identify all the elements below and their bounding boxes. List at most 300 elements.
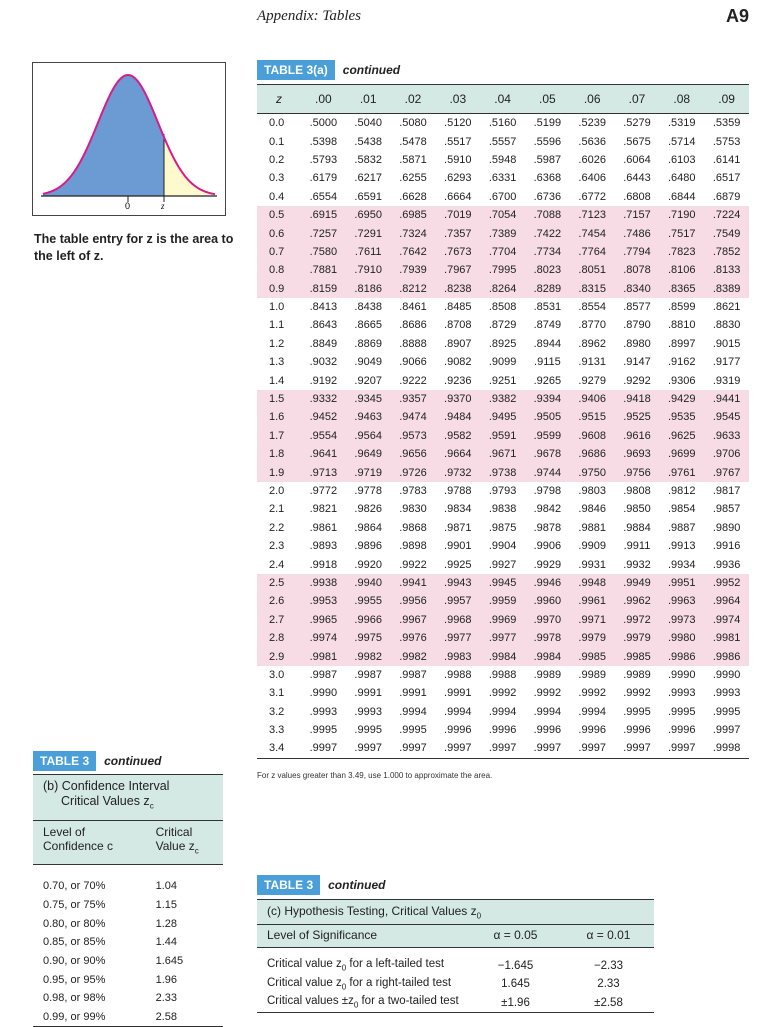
probability-cell: .8749	[533, 319, 562, 332]
table-b-title-sub: c	[149, 801, 154, 811]
confidence-level-cell: 0.80, or 80%	[43, 917, 106, 930]
probability-cell: .9980	[659, 629, 704, 647]
probability-cell: .7939	[391, 261, 436, 279]
probability-cell: .9131	[578, 356, 606, 369]
table-c-col1-header: Level of Significance	[257, 925, 468, 948]
probability-cell: .9982	[391, 647, 436, 665]
table-b	[33, 774, 223, 1027]
probability-cell: .9756	[615, 463, 660, 481]
probability-cell: .6331	[488, 172, 517, 185]
probability-cell: .9987	[309, 668, 338, 681]
table-a-col-header: .00	[301, 85, 346, 114]
probability-cell: .6554	[309, 190, 338, 203]
description-sub: 0	[353, 1000, 359, 1010]
probability-cell: .5793	[309, 153, 338, 166]
probability-cell: .9968	[435, 611, 480, 629]
z-value-cell: 1.4	[269, 374, 285, 387]
probability-cell: .7422	[525, 224, 570, 242]
probability-cell: .9713	[301, 463, 346, 481]
probability-cell: .6368	[533, 172, 562, 185]
table-row	[257, 280, 749, 298]
probability-cell: .9564	[346, 427, 391, 445]
probability-cell: .9997	[346, 739, 391, 758]
probability-cell: .7291	[346, 224, 391, 242]
probability-cell: .9192	[309, 374, 338, 387]
probability-cell: .7881	[301, 261, 346, 279]
probability-cell: .8078	[615, 261, 660, 279]
probability-cell: .6700	[488, 190, 517, 203]
probability-cell: .9750	[570, 463, 615, 481]
table-row	[257, 390, 749, 408]
probability-cell: .9761	[659, 463, 704, 481]
probability-cell: .9992	[488, 687, 517, 700]
probability-cell: .5199	[533, 117, 562, 130]
probability-cell: .6591	[354, 190, 382, 203]
probability-cell: .9265	[533, 374, 562, 387]
probability-cell: .9997	[712, 724, 741, 737]
probability-cell: .9929	[533, 558, 562, 571]
probability-cell: .9767	[704, 463, 749, 481]
probability-cell: .9904	[488, 540, 517, 553]
probability-cell: .8665	[354, 319, 382, 332]
z-value-cell: 0.0	[269, 117, 285, 130]
table-row	[257, 975, 654, 994]
probability-cell: .9798	[533, 485, 562, 497]
probability-cell: .9738	[480, 463, 525, 481]
probability-cell: .5675	[623, 135, 651, 148]
z-value-cell: 2.6	[257, 592, 301, 610]
probability-cell: .7157	[615, 206, 660, 224]
probability-cell: .7764	[570, 243, 615, 261]
table-row	[257, 371, 749, 389]
probability-cell: .9920	[354, 558, 382, 571]
table-row	[33, 896, 223, 915]
table-b-tag: TABLE 3	[33, 751, 96, 771]
probability-cell: .7910	[346, 261, 391, 279]
probability-cell: .9931	[578, 558, 606, 571]
probability-cell: .9989	[578, 668, 606, 681]
z-value-cell: 0.4	[269, 190, 285, 203]
probability-cell: .9984	[525, 647, 570, 665]
probability-cell: .6255	[399, 172, 427, 185]
probability-cell: .9946	[525, 574, 570, 592]
z-value-cell: 2.0	[269, 485, 285, 497]
probability-cell: .9975	[346, 629, 391, 647]
table-row	[33, 1008, 223, 1027]
probability-cell: .5714	[668, 135, 696, 148]
probability-cell: .9893	[309, 540, 338, 553]
table-a-label	[257, 60, 400, 80]
probability-cell: .9992	[623, 687, 651, 700]
probability-cell: .9918	[309, 558, 338, 571]
z-value-cell: 2.3	[269, 540, 285, 553]
probability-cell: .9251	[488, 374, 517, 387]
z-value-cell: 1.6	[257, 408, 301, 426]
z-value-cell: 0.9	[257, 280, 301, 298]
probability-cell: .6064	[623, 153, 651, 166]
probability-cell: .5910	[444, 153, 472, 166]
probability-cell: .8485	[444, 301, 472, 314]
z-value-cell: 1.3	[269, 356, 285, 369]
probability-cell: .5478	[399, 135, 427, 148]
table-row	[257, 684, 749, 702]
table-c-title	[257, 900, 654, 925]
probability-cell: .9989	[623, 668, 651, 681]
probability-cell: .8925	[488, 337, 517, 350]
table-row	[257, 574, 749, 592]
z-value-cell: 1.8	[257, 445, 301, 463]
probability-cell: .9871	[444, 521, 472, 534]
probability-cell: .8980	[623, 337, 651, 350]
probability-cell: .8508	[488, 301, 517, 314]
z-value-cell: 0.7	[257, 243, 301, 261]
probability-cell: .9901	[444, 540, 472, 553]
probability-cell: .9934	[668, 558, 696, 571]
probability-cell: .7734	[525, 243, 570, 261]
probability-cell: .9995	[354, 724, 382, 737]
probability-cell: .6844	[668, 190, 696, 203]
probability-cell: .5319	[668, 117, 696, 130]
table-row	[257, 463, 749, 481]
probability-cell: .9995	[309, 724, 338, 737]
critical-value-cell: 1.28	[155, 917, 178, 930]
confidence-level-cell: 0.95, or 95%	[43, 973, 106, 986]
description-sub: 0	[341, 982, 347, 992]
probability-cell: .9979	[570, 629, 615, 647]
probability-cell: .8810	[668, 319, 696, 332]
test-description-cell	[257, 993, 468, 1012]
probability-cell: .9994	[578, 705, 606, 718]
probability-cell: .8729	[488, 319, 517, 332]
probability-cell: .9826	[354, 503, 382, 516]
probability-cell: .9812	[668, 485, 696, 497]
z-value-cell: 2.8	[257, 629, 301, 647]
probability-cell: .9099	[488, 356, 517, 369]
probability-cell: .9989	[533, 668, 562, 681]
probability-cell: .6517	[712, 172, 741, 185]
probability-cell: .9854	[668, 503, 696, 516]
probability-cell: .9772	[309, 485, 338, 497]
probability-cell: .5398	[309, 135, 338, 148]
probability-cell: .9993	[668, 687, 696, 700]
probability-cell: .7967	[435, 261, 480, 279]
probability-cell: .9495	[480, 408, 525, 426]
probability-cell: .9941	[391, 574, 436, 592]
critical-value-cell: 1.44	[155, 936, 178, 949]
probability-cell: .9864	[354, 521, 382, 534]
probability-cell: .9049	[354, 356, 382, 369]
description-sub: 0	[341, 963, 347, 973]
probability-cell: .9911	[623, 540, 651, 553]
probability-cell: .8869	[354, 337, 382, 350]
probability-cell: .9778	[354, 485, 382, 497]
probability-cell: .8051	[570, 261, 615, 279]
z-value-cell: 3.4	[257, 739, 301, 758]
probability-cell: .7257	[301, 224, 346, 242]
probability-cell: .9382	[480, 390, 525, 408]
probability-cell: .8686	[399, 319, 427, 332]
probability-cell: .9976	[391, 629, 436, 647]
page-number: A9	[725, 6, 749, 26]
probability-cell: .7454	[570, 224, 615, 242]
table-row	[257, 739, 749, 758]
table-row	[257, 445, 749, 463]
critical-value-cell: 1.645	[155, 954, 184, 967]
table-row	[33, 952, 223, 971]
probability-cell: .9177	[712, 356, 741, 369]
probability-cell: .9981	[301, 647, 346, 665]
critical-value-cell: 1.96	[155, 973, 178, 986]
probability-cell: .9719	[346, 463, 391, 481]
table-row	[257, 666, 749, 684]
probability-cell: .9082	[444, 356, 472, 369]
probability-cell: .9222	[399, 374, 427, 387]
probability-cell: .5557	[488, 135, 517, 148]
probability-cell: .9279	[578, 374, 606, 387]
probability-cell: .9616	[615, 427, 660, 445]
probability-cell: .9925	[444, 558, 472, 571]
probability-cell: .9842	[533, 503, 562, 516]
probability-cell: .9906	[533, 540, 562, 553]
description-text: Critical value z	[267, 958, 342, 971]
probability-cell: .9991	[444, 687, 472, 700]
probability-cell: .9664	[435, 445, 480, 463]
probability-cell: .9808	[623, 485, 651, 497]
probability-cell: .9987	[399, 668, 427, 681]
test-description-cell	[257, 956, 468, 975]
table-a-col-z: z	[257, 85, 301, 114]
probability-cell: .9983	[435, 647, 480, 665]
critical-value-cell: 2.33	[155, 992, 178, 1005]
probability-cell: .9515	[570, 408, 615, 426]
probability-cell: .8159	[301, 280, 346, 298]
probability-cell: .9994	[488, 705, 517, 718]
probability-cell: .9988	[488, 668, 517, 681]
probability-cell: .9656	[391, 445, 436, 463]
probability-cell: .9909	[578, 540, 606, 553]
probability-cell: .5948	[488, 153, 517, 166]
probability-cell: .6217	[354, 172, 382, 185]
table-row	[257, 956, 654, 975]
confidence-level-cell: 0.70, or 70%	[43, 880, 106, 893]
probability-cell: .5000	[309, 117, 338, 130]
probability-cell: .9987	[354, 668, 382, 681]
probability-cell: .9991	[354, 687, 382, 700]
probability-cell: .5636	[578, 135, 606, 148]
probability-cell: .9990	[712, 668, 741, 681]
probability-cell: .9162	[668, 356, 696, 369]
probability-cell: .8531	[533, 301, 562, 314]
table-row	[257, 993, 654, 1012]
probability-cell: .9997	[391, 739, 436, 758]
probability-cell: .9878	[533, 521, 562, 534]
probability-cell: .8340	[615, 280, 660, 298]
probability-cell: .9686	[570, 445, 615, 463]
probability-cell: .9783	[399, 485, 427, 497]
probability-cell: .9788	[444, 485, 472, 497]
probability-cell: .9535	[659, 408, 704, 426]
probability-cell: .9995	[623, 705, 651, 718]
table-a-col-header: .07	[615, 85, 660, 114]
table-b-title	[33, 775, 223, 821]
z-value-cell: 3.1	[269, 687, 285, 700]
probability-cell: .9846	[578, 503, 606, 516]
probability-cell: .9982	[346, 647, 391, 665]
zero-label: 0	[125, 201, 131, 211]
probability-cell: .9693	[615, 445, 660, 463]
probability-cell: .8186	[346, 280, 391, 298]
table-b-title-line2: Critical Values z	[61, 794, 150, 808]
probability-cell: .9964	[704, 592, 749, 610]
probability-cell: .8770	[578, 319, 606, 332]
critical-value-005-cell: −1.645	[497, 959, 534, 972]
probability-cell: .9997	[659, 739, 704, 758]
table-row	[257, 151, 749, 169]
probability-cell: .6141	[712, 153, 741, 166]
table-a-tag: TABLE 3(a)	[257, 60, 335, 80]
probability-cell: .9370	[435, 390, 480, 408]
probability-cell: .7486	[615, 224, 660, 242]
table-row	[257, 353, 749, 371]
z-value-cell: 1.2	[269, 337, 285, 350]
probability-cell: .9994	[399, 705, 427, 718]
normal-curve-figure	[32, 62, 226, 216]
table-b-col2-header	[146, 820, 223, 864]
probability-cell: .9997	[435, 739, 480, 758]
table-row	[257, 721, 749, 739]
probability-cell: .7324	[391, 224, 436, 242]
probability-cell: .5987	[533, 153, 562, 166]
probability-cell: .7704	[480, 243, 525, 261]
probability-cell: .8212	[391, 280, 436, 298]
table-b-title-line1: (b) Confidence Interval	[43, 779, 170, 793]
probability-cell: .5279	[623, 117, 651, 130]
table-row	[257, 537, 749, 555]
probability-cell: .9671	[480, 445, 525, 463]
probability-cell: .9357	[391, 390, 436, 408]
probability-cell: .9236	[444, 374, 472, 387]
probability-cell: .9678	[525, 445, 570, 463]
probability-cell: .8962	[578, 337, 606, 350]
probability-cell: .9995	[668, 705, 696, 718]
probability-cell: .9949	[615, 574, 660, 592]
probability-cell: .9884	[623, 521, 651, 534]
probability-cell: .6179	[309, 172, 338, 185]
probability-cell: .9793	[488, 485, 517, 497]
table-c-title-text: (c) Hypothesis Testing, Critical Values z	[267, 904, 477, 918]
probability-cell: .9868	[399, 521, 427, 534]
col1-line1: Level of	[43, 824, 86, 839]
z-value-cell: 1.1	[269, 319, 285, 332]
probability-cell: .9803	[578, 485, 606, 497]
probability-cell: .5080	[399, 117, 427, 130]
z-value-cell: 3.3	[269, 724, 285, 737]
probability-cell: .7673	[435, 243, 480, 261]
probability-cell: .7549	[704, 224, 749, 242]
probability-cell: .9147	[623, 356, 651, 369]
probability-cell: .9850	[623, 503, 651, 516]
table-c-tag: TABLE 3	[257, 875, 320, 895]
probability-cell: .9332	[301, 390, 346, 408]
probability-cell: .9441	[704, 390, 749, 408]
col1-line2: Confidence c	[43, 838, 114, 853]
probability-cell: .9984	[480, 647, 525, 665]
probability-cell: .8389	[704, 280, 749, 298]
table-row	[257, 132, 749, 150]
probability-cell: .9993	[712, 687, 741, 700]
probability-cell: .5832	[354, 153, 382, 166]
z-value-cell: 1.7	[257, 427, 301, 445]
probability-cell: .9981	[704, 629, 749, 647]
probability-cell: .9875	[488, 521, 517, 534]
probability-cell: .8106	[659, 261, 704, 279]
probability-cell: .9319	[712, 374, 741, 387]
probability-cell: .9996	[668, 724, 696, 737]
probability-cell: .9997	[615, 739, 660, 758]
probability-cell: .9032	[309, 356, 338, 369]
probability-cell: .8621	[712, 301, 741, 314]
probability-cell: .9977	[480, 629, 525, 647]
probability-cell: .9306	[668, 374, 696, 387]
probability-cell: .9993	[309, 705, 338, 718]
probability-cell: .8790	[623, 319, 651, 332]
z-value-cell: 3.0	[269, 668, 285, 681]
z-label: z	[161, 201, 165, 211]
probability-cell: .9599	[525, 427, 570, 445]
probability-cell: .9406	[570, 390, 615, 408]
probability-cell: .9838	[488, 503, 517, 516]
probability-cell: .7823	[659, 243, 704, 261]
table-row	[257, 408, 749, 426]
description-text: Critical values ±z	[267, 995, 354, 1008]
probability-cell: .9726	[391, 463, 436, 481]
z-value-cell: 0.8	[257, 261, 301, 279]
probability-cell: .9951	[659, 574, 704, 592]
probability-cell: .9207	[354, 374, 382, 387]
probability-cell: .9997	[570, 739, 615, 758]
probability-cell: .8133	[704, 261, 749, 279]
probability-cell: .9418	[615, 390, 660, 408]
probability-cell: .7389	[480, 224, 525, 242]
probability-cell: .9992	[533, 687, 562, 700]
table-row	[257, 114, 749, 133]
probability-cell: .9971	[570, 611, 615, 629]
probability-cell: .7995	[480, 261, 525, 279]
probability-cell: .9699	[659, 445, 704, 463]
probability-cell: .9979	[615, 629, 660, 647]
probability-cell: .9429	[659, 390, 704, 408]
z-value-cell: 0.3	[269, 172, 285, 185]
table-row	[257, 188, 749, 206]
probability-cell: .9625	[659, 427, 704, 445]
probability-cell: .9969	[480, 611, 525, 629]
probability-cell: .9966	[346, 611, 391, 629]
probability-cell: .7794	[615, 243, 660, 261]
probability-cell: .9857	[712, 503, 741, 516]
probability-cell: .9990	[668, 668, 696, 681]
table-b-continued: continued	[104, 754, 162, 768]
table-a-col-header: .06	[570, 85, 615, 114]
test-description-cell	[257, 975, 468, 994]
probability-cell: .9957	[435, 592, 480, 610]
probability-cell: .9988	[444, 668, 472, 681]
probability-cell: .5517	[444, 135, 472, 148]
probability-cell: .9591	[480, 427, 525, 445]
probability-cell: .9887	[668, 521, 696, 534]
probability-cell: .9962	[615, 592, 660, 610]
confidence-level-cell: 0.90, or 90%	[43, 954, 106, 967]
table-a-continued: continued	[342, 63, 401, 77]
